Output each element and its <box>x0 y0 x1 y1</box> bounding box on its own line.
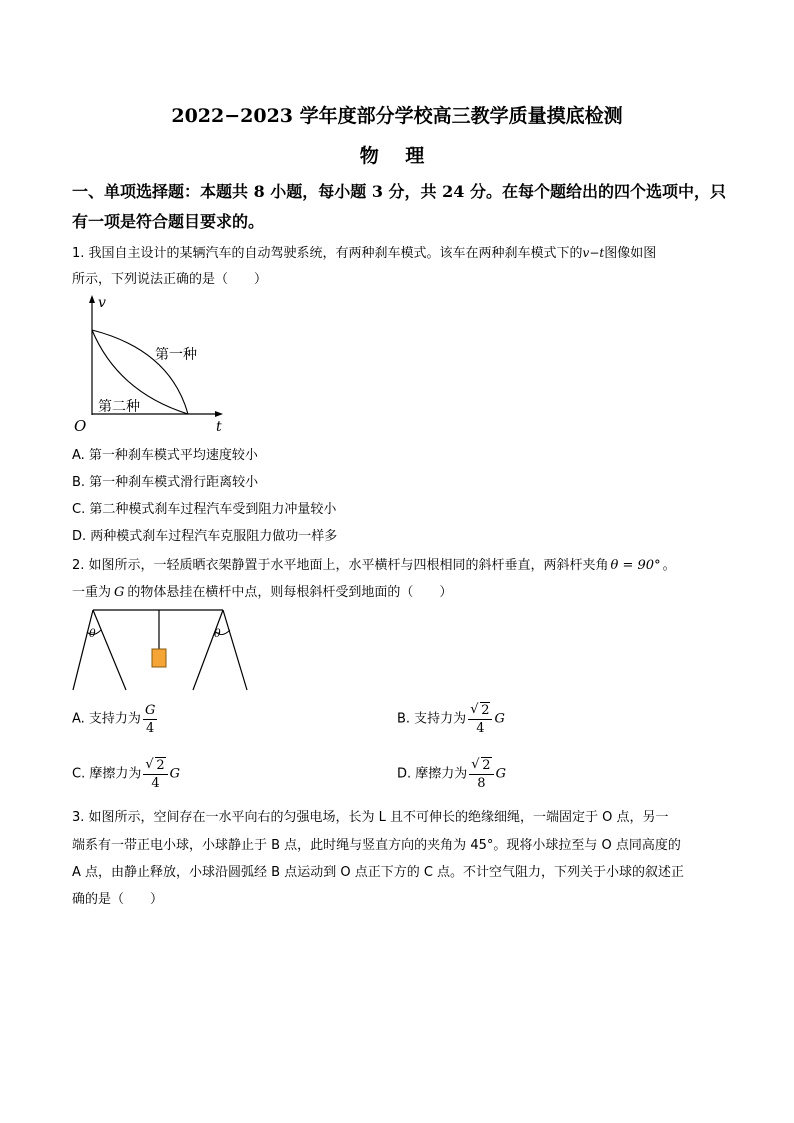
q1-option-c: C. 第二种模式刹车过程汽车受到阻力冲量较小 <box>72 502 337 517</box>
q2-option-b <box>397 702 505 737</box>
exam-title: 2022−2023 学年度部分学校高三教学质量摸底检测 <box>171 105 623 127</box>
q2-rack-figure <box>70 605 255 695</box>
q3-line1: 3. 如图所示，空间存在一水平向右的匀强电场，长为 L 且不可伸长的绝缘细绳，一端固定于 O 点，另一 <box>72 810 669 825</box>
q2-option-c <box>72 757 180 792</box>
q1-option-a: A. 第一种刹车模式平均速度较小 <box>72 448 258 463</box>
left-leg-inner <box>93 610 126 690</box>
q2-line1-text: 2. 如图所示，一轻质晒衣架静置于水平地面上，水平横杆与四根相同的斜杆垂直，两斜杆夹角 <box>72 558 609 573</box>
q1-option-b: B. 第一种刹车模式滑行距离较小 <box>72 475 259 490</box>
hanging-weight <box>152 649 166 667</box>
origin-label: O <box>74 417 87 435</box>
q2-option-d-g: G <box>495 766 506 782</box>
q2-option-b-fraction <box>468 702 492 737</box>
q2-line1 <box>72 556 676 576</box>
q2-option-d-denominator: 8 <box>477 776 486 791</box>
q2-option-b-numerator <box>468 702 492 720</box>
q2-option-b-radicand: 2 <box>481 703 490 718</box>
q1-line2: 所示，下列说法正确的是（ ） <box>72 272 268 287</box>
q1-line1-tail: 图像如图 <box>604 246 657 261</box>
q1-line1-text: 1. 我国自主设计的某辆汽车的自动驾驶系统，有两种刹车模式。该车在两种刹车模式下的 <box>72 246 583 261</box>
v-axis-arrow <box>89 295 95 303</box>
q2-line2 <box>72 583 452 603</box>
q2-option-c-g: G <box>169 766 181 782</box>
q2-option-b-prefix: B. 支持力为 <box>397 711 467 727</box>
left-leg-outer <box>73 610 93 690</box>
q1-option-d: D. 两种模式刹车过程汽车克服阻力做功一样多 <box>72 529 338 544</box>
section-heading <box>72 177 732 237</box>
right-theta-label: θ <box>214 627 221 640</box>
right-leg-inner <box>193 610 223 690</box>
q2-line2-text: 一重为 <box>72 585 112 600</box>
q2-option-c-radicand: 2 <box>156 758 165 773</box>
q2-option-a-denominator: 4 <box>145 721 155 736</box>
q2-option-a-prefix: A. 支持力为 <box>72 711 141 727</box>
section-heading-line1: 一、单项选择题：本题共 8 小题，每小题 3 分，共 24 分。在每个题给出的四个选项中，只 <box>72 182 726 201</box>
q3-line3: A 点，由静止释放，小球沿圆弧经 B 点运动到 O 点正下方的 C 点。不计空气阻力，下列关于小球的叙述正 <box>72 865 685 880</box>
q1-vt-graph <box>70 292 240 437</box>
q2-option-c-prefix: C. 摩擦力为 <box>72 766 142 782</box>
sqrt-sign <box>471 757 491 774</box>
q2-option-d <box>397 757 506 792</box>
q2-option-c-numerator <box>143 757 167 775</box>
t-axis-arrow <box>215 411 223 417</box>
q2-line1-tail: 。 <box>662 558 676 573</box>
right-leg-outer <box>223 610 247 690</box>
section-heading-line2: 有一项是符合题目要求的。 <box>72 212 265 231</box>
v-axis-label: v <box>98 295 106 311</box>
q2-option-b-g: G <box>494 711 505 727</box>
curve-first-label: 第一种 <box>155 347 197 363</box>
sqrt-sign <box>470 702 490 719</box>
q2-option-d-prefix: D. 摩擦力为 <box>397 766 468 782</box>
q2-option-a-numerator: G <box>144 703 156 718</box>
q1-vt-symbol: v−t <box>582 246 605 260</box>
t-axis-label: t <box>216 419 222 435</box>
q2-option-d-radicand: 2 <box>482 758 491 773</box>
curve-second-label: 第二种 <box>98 399 140 415</box>
q2-option-d-fraction <box>469 757 493 792</box>
q3-line2: 端系有一带正电小球，小球静止于 B 点，此时绳与竖直方向的夹角为 45°。现将小球拉至与 O 点同高度的 <box>72 838 681 853</box>
q2-option-a <box>72 702 159 737</box>
q2-line2-tail: 的物体悬挂在横杆中点，则每根斜杆受到地面的（ ） <box>127 585 453 600</box>
subject-title: 物 理 <box>359 145 435 167</box>
q2-option-c-denominator: 4 <box>151 776 160 791</box>
q2-option-d-numerator <box>469 757 493 775</box>
q2-option-b-denominator: 4 <box>476 721 485 736</box>
q2-angle: θ = 90° <box>610 558 661 573</box>
left-theta-label: θ <box>89 627 96 640</box>
q2-option-c-fraction <box>143 757 167 792</box>
sqrt-sign <box>145 757 165 774</box>
q1-line1 <box>72 243 656 264</box>
q2-weight-symbol: G <box>114 585 125 600</box>
q2-option-a-fraction <box>143 702 157 737</box>
q3-line4: 确的是（ ） <box>72 892 164 907</box>
